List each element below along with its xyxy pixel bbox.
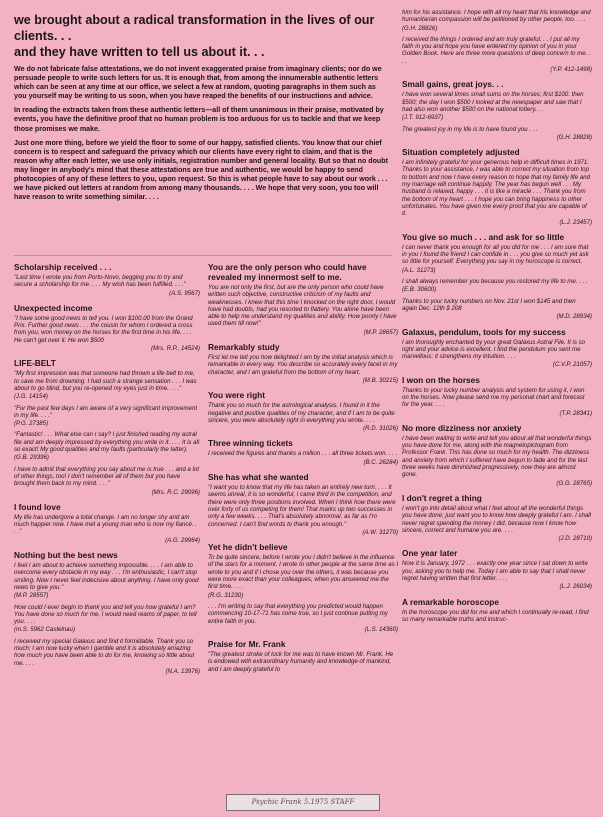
testimonial-quote: "I want you to know that my life has taken an entirely new turn. . . . It seems unreal, it is so wonderful, I came third in the competition, and there were only three positions involved. When I think how there were over forty of us competing for them! That marks up two successes in only a few weeks. . . . That's absolutely abnormal, as far as I'm concerned. I can't find words to thank you enough." <box>208 484 396 528</box>
testimonial-quote: I received the things I ordered and am truly grateful. . . I put all my faith in you and hope you have entered my opinion of you in your Golden Book. Here are three more questions of deep concern to me. . . . <box>402 35 591 65</box>
testimonial-quote: I have to admit that everything you say about me is true . . . and a lot of other things, too! I don't remember all of them but you have brought them back to my mind. . . ." <box>14 465 199 488</box>
client-reference: (M.B. 30215) <box>362 376 398 384</box>
client-reference: (E.B. 30600) <box>402 286 437 294</box>
section-heading: Galaxus, pendulum, tools for my success <box>402 326 566 337</box>
client-reference: (G.H. 28826) <box>402 24 438 32</box>
column-right <box>402 9 592 629</box>
client-reference: (L.J. 26034) <box>559 583 592 591</box>
headline-line-1: we brought about a radical transformation in the lives of our clients. . . <box>14 13 375 43</box>
testimonial-quote: Thank you so much for the astrological analysis. I found in it the negative and positive qualities of my character, and if I am to be quite sincere, you were absolutely right in everything you wrote. . . . <box>208 402 395 424</box>
headline <box>14 12 390 60</box>
section-heading: She has what she wanted <box>208 472 309 483</box>
client-reference: (R.D. 31026) <box>363 425 398 433</box>
testimonial-quote: My life has undergone a total change. I am no longer shy and am much happier now. I have met a young man who is now my fiancé. . . ." <box>14 513 197 536</box>
testimonial-section <box>208 542 398 633</box>
testimonial-section <box>402 327 592 369</box>
testimonial-quote: How could I ever begin to thank you and tell you how grateful I am? You have done so much for me, I would need reams of paper, to tell you. . . . <box>14 603 197 626</box>
client-reference: (A.S. 9567) <box>169 289 200 297</box>
section-heading: Situation completely adjusted <box>402 147 520 158</box>
section-heading: No more dizziness nor anxiety <box>402 422 522 433</box>
section-heading: Unexpected income <box>14 302 93 313</box>
client-reference: (A.W. 31270) <box>362 528 398 536</box>
testimonial-section <box>14 502 200 544</box>
testimonial-section <box>208 342 398 384</box>
client-reference: (P.G. 27385) <box>14 420 49 428</box>
client-reference: (A.L. 31273) <box>402 266 436 274</box>
testimonial-quote: The greatest joy in my life is to have found you . . . <box>402 125 538 133</box>
testimonial-section <box>14 303 200 352</box>
testimonial-quote: I received the figures and thanks a million . . . all three tickets won. . . . <box>208 450 398 458</box>
testimonial-section <box>14 550 200 675</box>
testimonial-section <box>208 390 398 432</box>
testimonial-quote: Now it is January, 1972 . . . exactly one year since I sat down to write you, asking you to help me. Today I am able to say that I shall never regret having written that first letter. . . . <box>402 560 588 583</box>
testimonial-section <box>208 639 398 673</box>
testimonial-section <box>208 438 398 466</box>
section-heading: Nothing but the best news <box>14 550 118 561</box>
client-reference: (m.S. 5962 Castelnau) <box>14 626 75 634</box>
intro-paragraph-1: We do not fabricate false attestations, we do not invent exaggerated praise from imaginary clients; nor do we persuade people to write such letters for us. It is enough that, from among the innumerable authentic letters which can be seen at any time at our office, we select a few at random, quoting paragraphs in them such as you yourself may be writing to us soon, when you have reaped the benefits of our instructions and advice. <box>14 65 382 101</box>
testimonial-quote: "Fantastic! . . . What else can I say? I just finished reading my astral file and am deeply impressed by everything you write in it. . . . It is all so exact! My good qualities and my faults (particularly the latter). <box>14 431 200 454</box>
client-reference: (C.V.P. 21057) <box>552 361 592 369</box>
testimonial-quote: Thanks to your lucky number analysis and system for using it, I won on the horses. Now please send me my personal chart and forecast for the year. . . . <box>402 386 585 409</box>
client-reference: (J.D. 28710) <box>558 535 592 543</box>
client-reference: (Mrs. R.P., 14524) <box>151 345 200 353</box>
section-heading: LIFE-BELT <box>14 358 56 369</box>
client-reference: (A.G. 29964) <box>165 536 200 544</box>
section-heading: Three winning tickets <box>208 438 293 449</box>
testimonial-quote: Thanks to your lucky numbers on Nov. 21st I won $145 and then again Dec. 12th $ 208 <box>402 297 576 312</box>
testimonial-quote: I feel I am about to achieve something impossible. . . . I am able to overcome every obstacle in my way . . . I'm enthusiastic, I can't stop smiling. Now I never feel indecisive about anything. I have only good news to give you." <box>14 562 199 591</box>
client-reference: (N.A. 13976) <box>165 667 200 675</box>
section-heading: You are the only person who could have revealed my innermost self to me. <box>208 262 367 282</box>
section-heading: Remarkably study <box>208 342 280 353</box>
testimonial-quote: I can never thank you enough for all you did for me . . . I am sure that in you I found the friend I can confide in . . . you give so much yet ask so little for yourself. Everything you say in my horoscope is correct. <box>402 243 589 266</box>
testimonial-section <box>402 548 592 590</box>
testimonial-section <box>208 472 398 536</box>
divider <box>14 255 392 256</box>
client-reference: (G.G. 28765) <box>556 479 592 487</box>
client-reference: (J.T. 912-6937) <box>402 114 444 122</box>
testimonial-quote: I received my special Galaxus and find it formidable. Thank you so much; I am now lucky when I gamble and it is absolutely amazing how much you have been able to do for me, knowing so little about me. . . . <box>14 637 195 667</box>
testimonial-quote: I am thoroughly enchanted by your great Galaxus Astral File. It is so right and your advice is excellent. I find the pendulum you sent me marvellous; it strengthens my intuition. . . . <box>402 338 586 361</box>
testimonial-quote: I have been waiting to write and tell you about all that wonderful things you have done for me, along with the magnetopictogram from Professor Frank. This has done so much for my health. The dizziness and anxiety from which I suffered have begun to fade and for the last three weeks have diminished progressively, now they are almost gone. <box>402 434 592 479</box>
section-heading: I don't regret a thing <box>402 492 482 503</box>
testimonial-quote: I have won several times small sums on the horses; first $100. then $500; the day I won $500 I looked at the newspaper and saw that I had also won another $500 on the national lottery. . . <box>402 91 584 113</box>
testimonial-quote: You are not only the first, but are the only person who could have written such objective, constructive criticism of my faults and weaknesses. I knew that this time I knocked on the right door. I would have had doubts, had you resorted to flattery. You alone have been able to help me understand my qualities and ability. How poorly I have used them till now!" <box>208 284 397 328</box>
testimonial-section <box>402 147 592 226</box>
testimonial-section <box>402 493 592 542</box>
client-reference: (Mrs. R.C. 29096) <box>151 488 200 496</box>
testimonial-quote: "My first impression was that someone had thrown a life belt to me, to save me from drowning. I had such a strange sensation . . . I was about to go blind, but you re-opened my eyes just in time. . . ." <box>14 370 197 392</box>
client-reference: (G.H. 28828) <box>556 133 592 141</box>
testimonial-section <box>402 232 592 321</box>
intro-paragraph-3: Just one more thing, before we yield the floor to some of our happy, satisfied clients. You know that our chief concern is to respect and safeguard the privacy which our clients have every right to claim, and that is the reason why after each letter, we use only initials, registration number and general locality. But so that no doubt may linger in anybody's mind that these attestations are true and authentic, we would be happy to send photocopies of any of these letters to you, upon request. So this is what people have to say about our work . . . we have picked out letters at random from among many thousands. . . . We hope that very soon, you too will have reason to write something similar. . . . <box>14 138 388 202</box>
testimonial-section <box>402 423 592 487</box>
testimonial-quote: I won't go into detail about what I feel about all the wonderful things you have done; just want you to know how deeply grateful I am. I shall never regret spending the money I did, because now I know how sincere, correct and humane you are. . . . <box>402 504 592 534</box>
headline-line-2: and they have written to tell us about it. . . <box>14 45 265 59</box>
client-reference: (Y.P. 412-1498) <box>550 66 592 74</box>
column-left <box>14 262 200 681</box>
section-heading: You were right <box>208 390 266 401</box>
top-block <box>14 12 390 207</box>
testimonial-quote: To be quite sincere, before I wrote you I didn't believe in the influence of the stars for a moment. I wrote to other people at the same time as I wrote to you and if I chose you over the others, it was because you were more exact than your colleagues, when you answered me the first time. . . . <box>208 554 399 591</box>
section-heading: One year later <box>402 548 458 559</box>
testimonial-section <box>208 262 398 336</box>
testimonial-quote: First let me tell you how delighted I am by the initial analysis which is remarkable in every way. You describe so accurately every facet in my character, and I am grateful from the bottom of my heart. <box>208 354 398 376</box>
testimonial-section <box>402 9 592 73</box>
testimonial-section <box>402 375 592 417</box>
ink-stamp: Psychic Frank 5.1975 STAFF <box>226 794 380 811</box>
section-heading: Small gains, great joys. . . <box>402 79 504 90</box>
column-middle <box>208 262 398 679</box>
section-heading: Yet he didn't believe <box>208 542 288 553</box>
client-reference: (M.P. 28557) <box>14 592 49 600</box>
intro-paragraph-2: In reading the extracts taken from these authentic letters—all of them unanimous in their praise, motivated by events, you have the definitive proof that no human problem is too arduous for us to tackle and that we keep those promises we make. <box>14 106 384 133</box>
testimonial-section <box>14 262 200 297</box>
testimonial-quote: "For the past few days I am aware of a very significant improvement in my life. . . ." <box>14 404 198 419</box>
client-reference: (R.G. 31230) <box>208 591 244 599</box>
testimonial-quote: "I have some good news to tell you. I won $100.00 from the Grand Prix. Further good news . . . the cousin for whom I ordered a cross from you, won money on the horses for the first time in his life. . . . He can't get over it. He won $500 <box>14 314 193 344</box>
section-heading: A remarkable horoscope <box>402 596 499 607</box>
testimonial-section <box>402 597 592 624</box>
client-reference: (G.B. 29396) <box>14 454 49 462</box>
client-reference: (J.G. 14154) <box>14 393 48 401</box>
client-reference: (T.P. 28341) <box>559 409 592 417</box>
section-heading: I found love <box>14 501 61 512</box>
testimonial-quote: him for his assistance. I hope with all my heart that his knowledge and humanitarian compassion will be petitioned by other people, too. . . . <box>402 9 591 24</box>
client-reference: (M.D. 28934) <box>556 313 592 321</box>
section-heading: I won on the horses <box>402 374 480 385</box>
testimonial-quote: . . . I'm writing to say that everything you predicted would happen commencing 10-17-71 has come true, so I just continue putting my entire faith in you. <box>208 602 388 625</box>
section-heading: Scholarship received . . . <box>14 262 112 272</box>
testimonial-quote: "The greatest stroke of luck for me was to have known Mr. Frank. He is endowed with extraordinary humanity and knowledge of mankind, and I am deeply grateful to <box>208 651 394 673</box>
testimonial-quote: I am infinitely grateful for your generous help in difficult times in 1971. Thanks to your assistance, I was able to correct my situation from top to bottom and now I have every reason to hope that my family life and my marriage will continue happily. The year has begun well . . . My husband is relaxed, happy . . . it is like a miracle . . . Thank you from the bottom of my heart . . . I hope you can bring happiness to other unfortunates. You have given me every proof that you are capable of it. <box>402 159 590 218</box>
testimonial-quote: In the horoscope you did for me and which I continually re-read, I find so many remarkable truths and instruc- <box>402 608 589 623</box>
client-reference: (M.P. 28657) <box>363 328 398 336</box>
testimonial-quote: I shall always remember you because you restored my life to me. . . . <box>402 278 588 286</box>
testimonial-section <box>402 79 592 141</box>
client-reference: (L.J. 23457) <box>559 218 592 226</box>
testimonial-section <box>14 358 200 495</box>
testimonial-quote: "Last time I wrote you from Porto-Novo, begging you to try and secure a scholarship for me. . . . My wish has been fulfilled. . . ." <box>14 274 186 289</box>
section-heading: You give so much . . . and ask for so little <box>402 231 565 242</box>
client-reference: (B.C. 26284) <box>363 458 398 466</box>
section-heading: Praise for Mr. Frank <box>208 639 286 650</box>
client-reference: (L.S. 14360) <box>364 625 398 633</box>
